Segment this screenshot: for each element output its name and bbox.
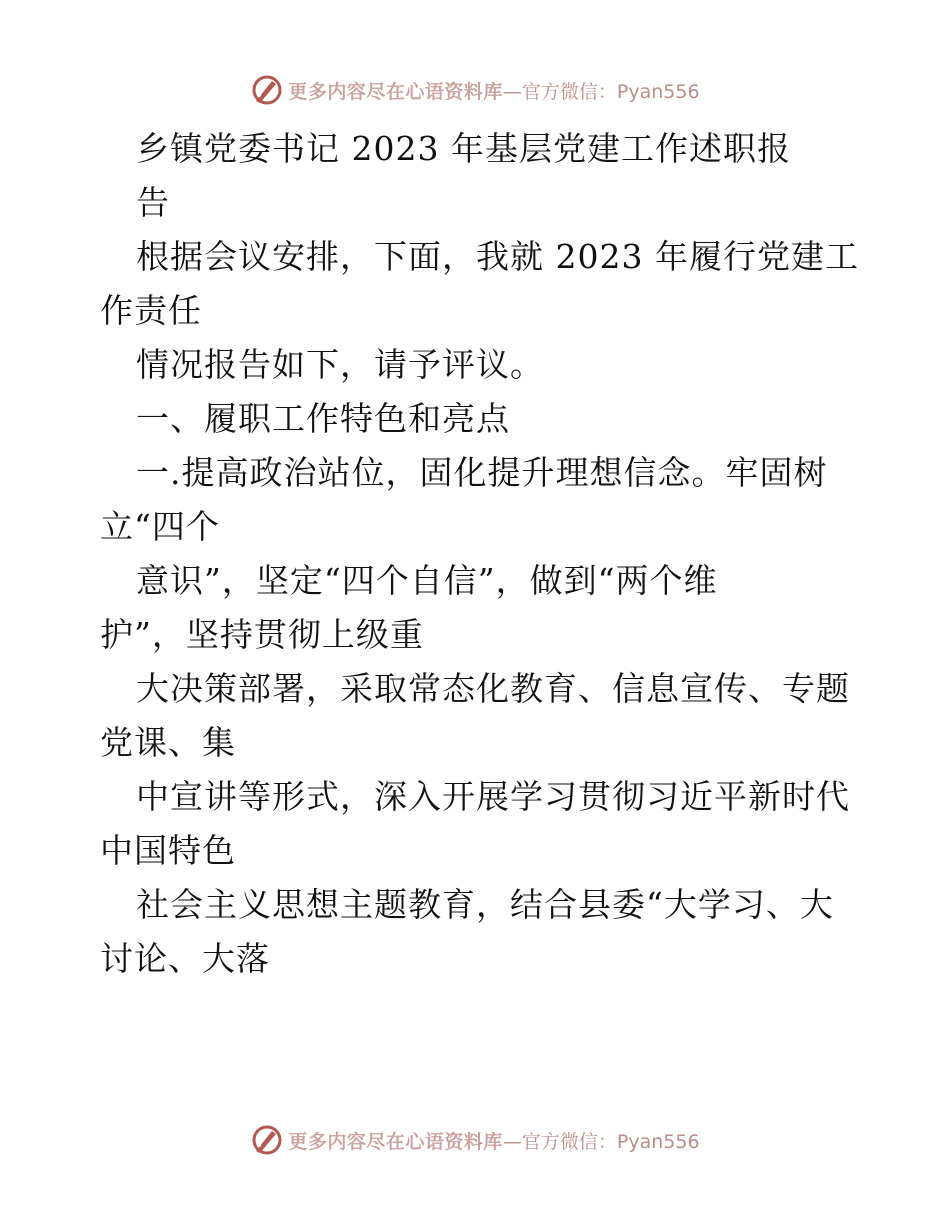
paragraph-line: 大决策部署，采取常态化教育、信息宣传、专题	[136, 669, 850, 708]
paragraph-line: 意识”，坚定“四个自信”，做到“两个维	[136, 561, 718, 600]
paragraph-line: 中国特色	[100, 831, 236, 870]
paragraph-line: 情况报告如下，请予评议。	[136, 345, 544, 384]
paragraph-line: 一.提高政治站位，固化提升理想信念。牢固树	[136, 453, 828, 492]
section-heading: 一、履职工作特色和亮点	[136, 399, 510, 438]
document-title-line: 乡镇党委书记 2023 年基层党建工作述职报	[136, 129, 791, 168]
watermark-wechat: —官方微信：Pyan556	[502, 80, 700, 103]
header-watermark	[0, 70, 950, 110]
document-title-line: 告	[136, 183, 170, 222]
paragraph-line: 护”，坚持贯彻上级重	[100, 615, 424, 654]
watermark-text: 更多内容尽在心语资料库	[288, 80, 503, 103]
pen-logo-icon	[250, 73, 284, 107]
paragraph-line: 社会主义思想主题教育，结合县委“大学习、大	[136, 885, 834, 924]
document-body	[100, 122, 860, 986]
footer-watermark	[0, 1120, 950, 1160]
paragraph-line: 党课、集	[100, 723, 236, 762]
watermark-wechat: —官方微信：Pyan556	[502, 1130, 700, 1153]
paragraph-line: 根据会议安排，下面，我就 2023 年履行党建工	[136, 237, 859, 276]
pen-logo-icon	[250, 1123, 284, 1157]
paragraph-line: 中宣讲等形式，深入开展学习贯彻习近平新时代	[136, 777, 850, 816]
paragraph-line: 作责任	[100, 291, 202, 330]
paragraph-line: 讨论、大落	[100, 939, 270, 978]
paragraph-line: 立“四个	[100, 507, 220, 546]
watermark-text: 更多内容尽在心语资料库	[288, 1130, 503, 1153]
